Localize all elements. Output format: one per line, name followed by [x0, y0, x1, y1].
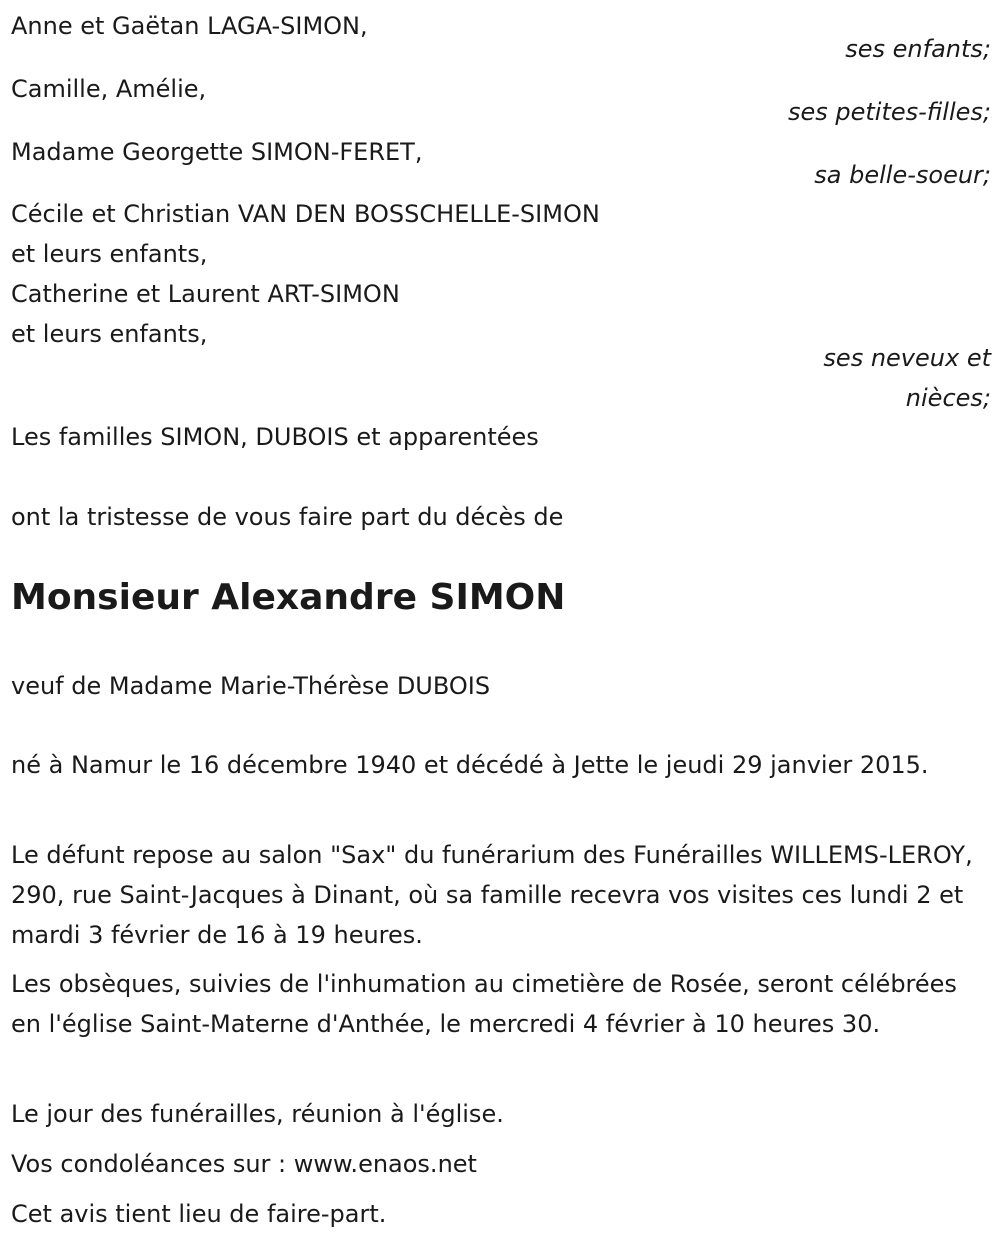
birth-death-paragraph: né à Namur le 16 décembre 1940 et décédé à Jette le jeudi 29 janvier 2015. — [11, 751, 929, 779]
families-line: Les familles SIMON, DUBOIS et apparentées — [11, 423, 539, 451]
family-names-nephews-line-3: Catherine et Laurent ART-SIMON — [11, 280, 400, 308]
visitation-paragraph: Le défunt repose au salon "Sax" du funérarium des Funérailles WILLEMS-LEROY, 290, rue Saint-Jacques à Dinant, où sa famille recevra vos visites ces lundi 2 et mardi 3 février de 16 à 19 heures. — [11, 841, 973, 949]
family-names-children: Anne et Gaëtan LAGA-SIMON, — [11, 12, 368, 40]
family-names-nephews-line-1: Cécile et Christian VAN DEN BOSSCHELLE-SIMON — [11, 200, 600, 228]
family-role-nephews-line-2: nièces; — [905, 384, 991, 412]
family-role-children: ses enfants; — [845, 35, 991, 63]
meeting-line: Le jour des funérailles, réunion à l'église. — [11, 1100, 504, 1128]
family-role-sister-in-law: sa belle-soeur; — [814, 161, 991, 189]
family-names-sister-in-law: Madame Georgette SIMON-FERET, — [11, 138, 423, 166]
announcement: ont la tristesse de vous faire part du décès de — [11, 503, 564, 531]
funeral-paragraph: Les obsèques, suivies de l'inhumation au cimetière de Rosée, seront célébrées en l'église Saint-Materne d'Anthée, le mercredi 4 février à 10 heures 30. — [11, 970, 957, 1038]
family-role-nephews-line-1: ses neveux et — [823, 344, 991, 372]
family-names-granddaughters: Camille, Amélie, — [11, 75, 207, 103]
widower-of: veuf de Madame Marie-Thérèse DUBOIS — [11, 672, 491, 700]
family-role-granddaughters: ses petites-filles; — [787, 98, 991, 126]
deceased-name: Monsieur Alexandre SIMON — [11, 577, 566, 618]
family-names-nephews-line-4: et leurs enfants, — [11, 320, 208, 348]
notice-line: Cet avis tient lieu de faire-part. — [11, 1200, 387, 1228]
family-names-nephews-line-2: et leurs enfants, — [11, 240, 208, 268]
condolences-line: Vos condoléances sur : www.enaos.net — [11, 1150, 477, 1178]
